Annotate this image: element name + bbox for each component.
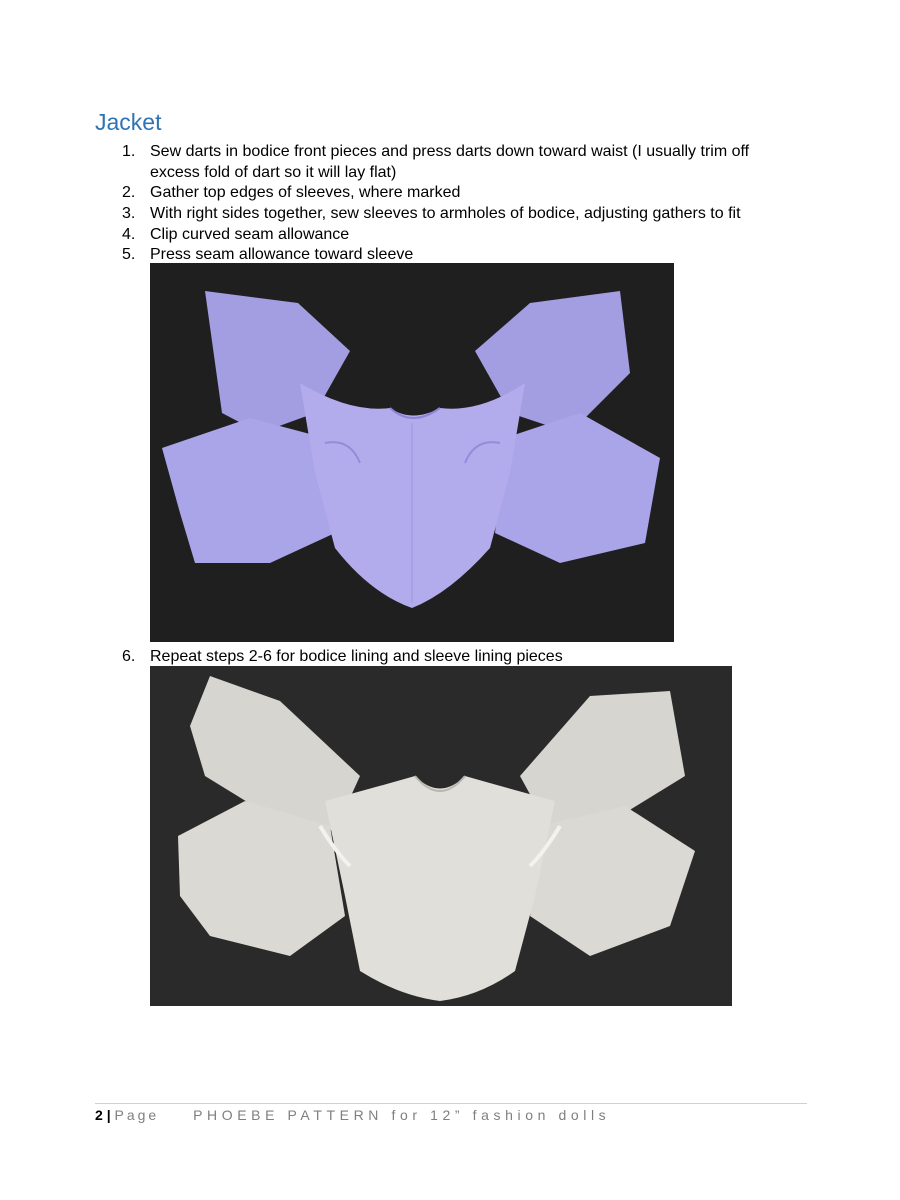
- step-number: 5.: [122, 246, 136, 263]
- footer-separator: |: [106, 1107, 111, 1123]
- footer-divider: [95, 1103, 807, 1104]
- step-text: With right sides together, sew sleeves to armholes of bodice, adjusting gathers to fit: [150, 205, 741, 222]
- step-text: Press seam allowance toward sleeve: [150, 246, 414, 263]
- step-number: 1.: [122, 143, 136, 160]
- step-text: Repeat steps 2-6 for bodice lining and sleeve lining pieces: [150, 648, 563, 665]
- step-text: Clip curved seam allowance: [150, 226, 350, 243]
- document-title: PHOEBE PATTERN for 12” fashion dolls: [193, 1107, 611, 1123]
- step-text: Sew darts in bodice front pieces and press darts down toward waist (I usually trim off excess fold of dart so it will lay flat): [150, 143, 750, 181]
- purple-jacket-photo: [150, 263, 674, 642]
- step-number: 4.: [122, 226, 136, 243]
- page-footer: [95, 1107, 610, 1123]
- step-number: 6.: [122, 648, 136, 665]
- page-word: Page: [114, 1107, 160, 1123]
- step-text: Gather top edges of sleeves, where marked: [150, 184, 461, 201]
- lining-photo: [150, 666, 732, 1006]
- step-number: 3.: [122, 205, 136, 222]
- page-number: 2: [95, 1107, 103, 1123]
- section-heading: Jacket: [95, 109, 162, 135]
- step-number: 2.: [122, 184, 136, 201]
